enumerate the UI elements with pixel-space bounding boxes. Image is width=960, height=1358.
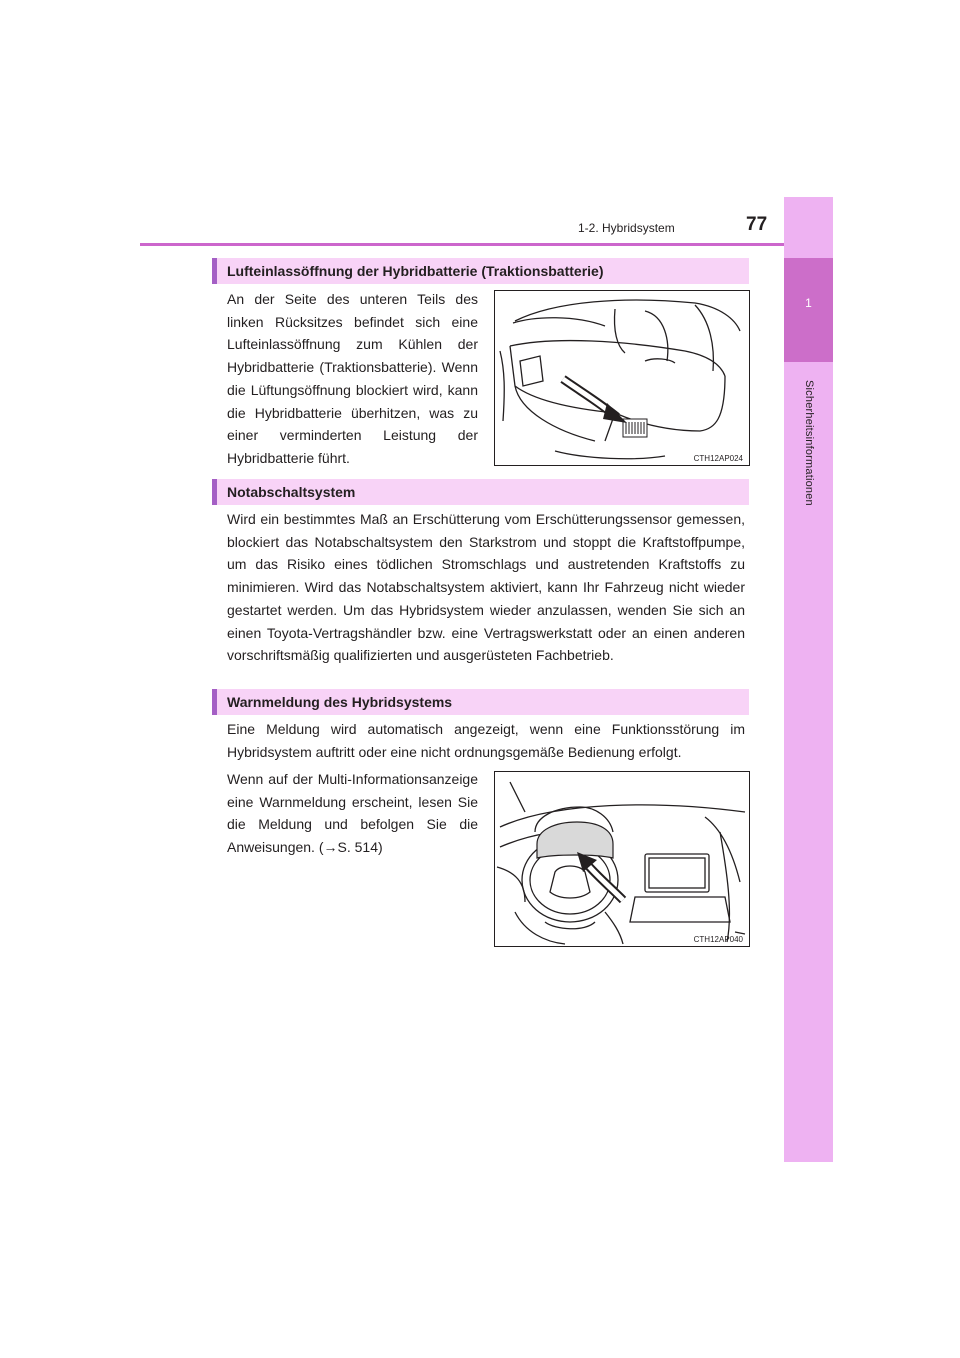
dashboard-drawing <box>495 772 749 946</box>
section-heading-text: Warnmeldung des Hybridsystems <box>227 694 453 710</box>
rear-seat-illustration <box>494 290 750 466</box>
chapter-tab[interactable] <box>784 258 833 362</box>
section-heading-warning-message <box>212 689 749 715</box>
header-rule <box>140 243 833 246</box>
section-heading-text: Notabschaltsystem <box>227 484 356 500</box>
illustration-code: CTH12AP024 <box>693 454 743 463</box>
chapter-number: 1 <box>805 296 812 310</box>
warning-message-paragraph: Eine Meldung wird automatisch angezeigt, wenn eine Funktionsstörung im Hybridsystem auftritt oder eine nicht ordnungsgemäße Bedienung erfolgt. <box>227 721 745 760</box>
page-number: 77 <box>746 214 768 235</box>
rear-seat-drawing <box>495 291 749 465</box>
air-intake-paragraph: An der Seite des unteren Teils des linken Rücksitzes befindet sich eine Lufteinlassöffnung zum Kühlen der Hybridbatterie (Traktionsbatterie). Wenn die Lüftungsöffnung blockiert wird, kann die Hybridbatterie überhitzen, was zu einer verminderten Leistung der Hybridbatterie führt. <box>227 291 478 466</box>
header-section-title: 1-2. Hybridsystem <box>578 221 675 235</box>
warning-message-instruction: Wenn auf der Multi-Informationsanzeige eine Warnmeldung erscheint, lesen Sie die Meldung und befolgen Sie die Anweisungen. (→S. 514) <box>227 771 478 856</box>
section-heading-air-intake <box>212 258 749 284</box>
emergency-shutoff-paragraph: Wird ein bestimmtes Maß an Erschütterung vom Erschütterungssensor gemessen, blockiert das Notabschaltsystem den Starkstrom und stoppt die Kraftstoffpumpe, um das Risiko eines tödlichen Stromschlags und austretenden Kraftstoffs zu minimieren. Wird das Notabschaltsystem aktiviert, kann Ihr Fahrzeug nicht wieder gestartet werden. Um das Hybridsystem wieder anzulassen, wenden Sie sich an einen Toyota-Vertragshändler bzw. eine Vertragswerkstatt oder an einen anderen vorschriftsmäßig qualifizierten und ausgerüsteten Fachbetrieb. <box>227 511 745 664</box>
chapter-label: Sicherheitsinformationen <box>803 380 815 506</box>
dashboard-illustration <box>494 771 750 947</box>
section-heading-emergency-shutoff <box>212 479 749 505</box>
section-heading-text: Lufteinlassöffnung der Hybridbatterie (Traktionsbatterie) <box>227 263 604 279</box>
illustration-code: CTH12AP040 <box>693 935 743 944</box>
